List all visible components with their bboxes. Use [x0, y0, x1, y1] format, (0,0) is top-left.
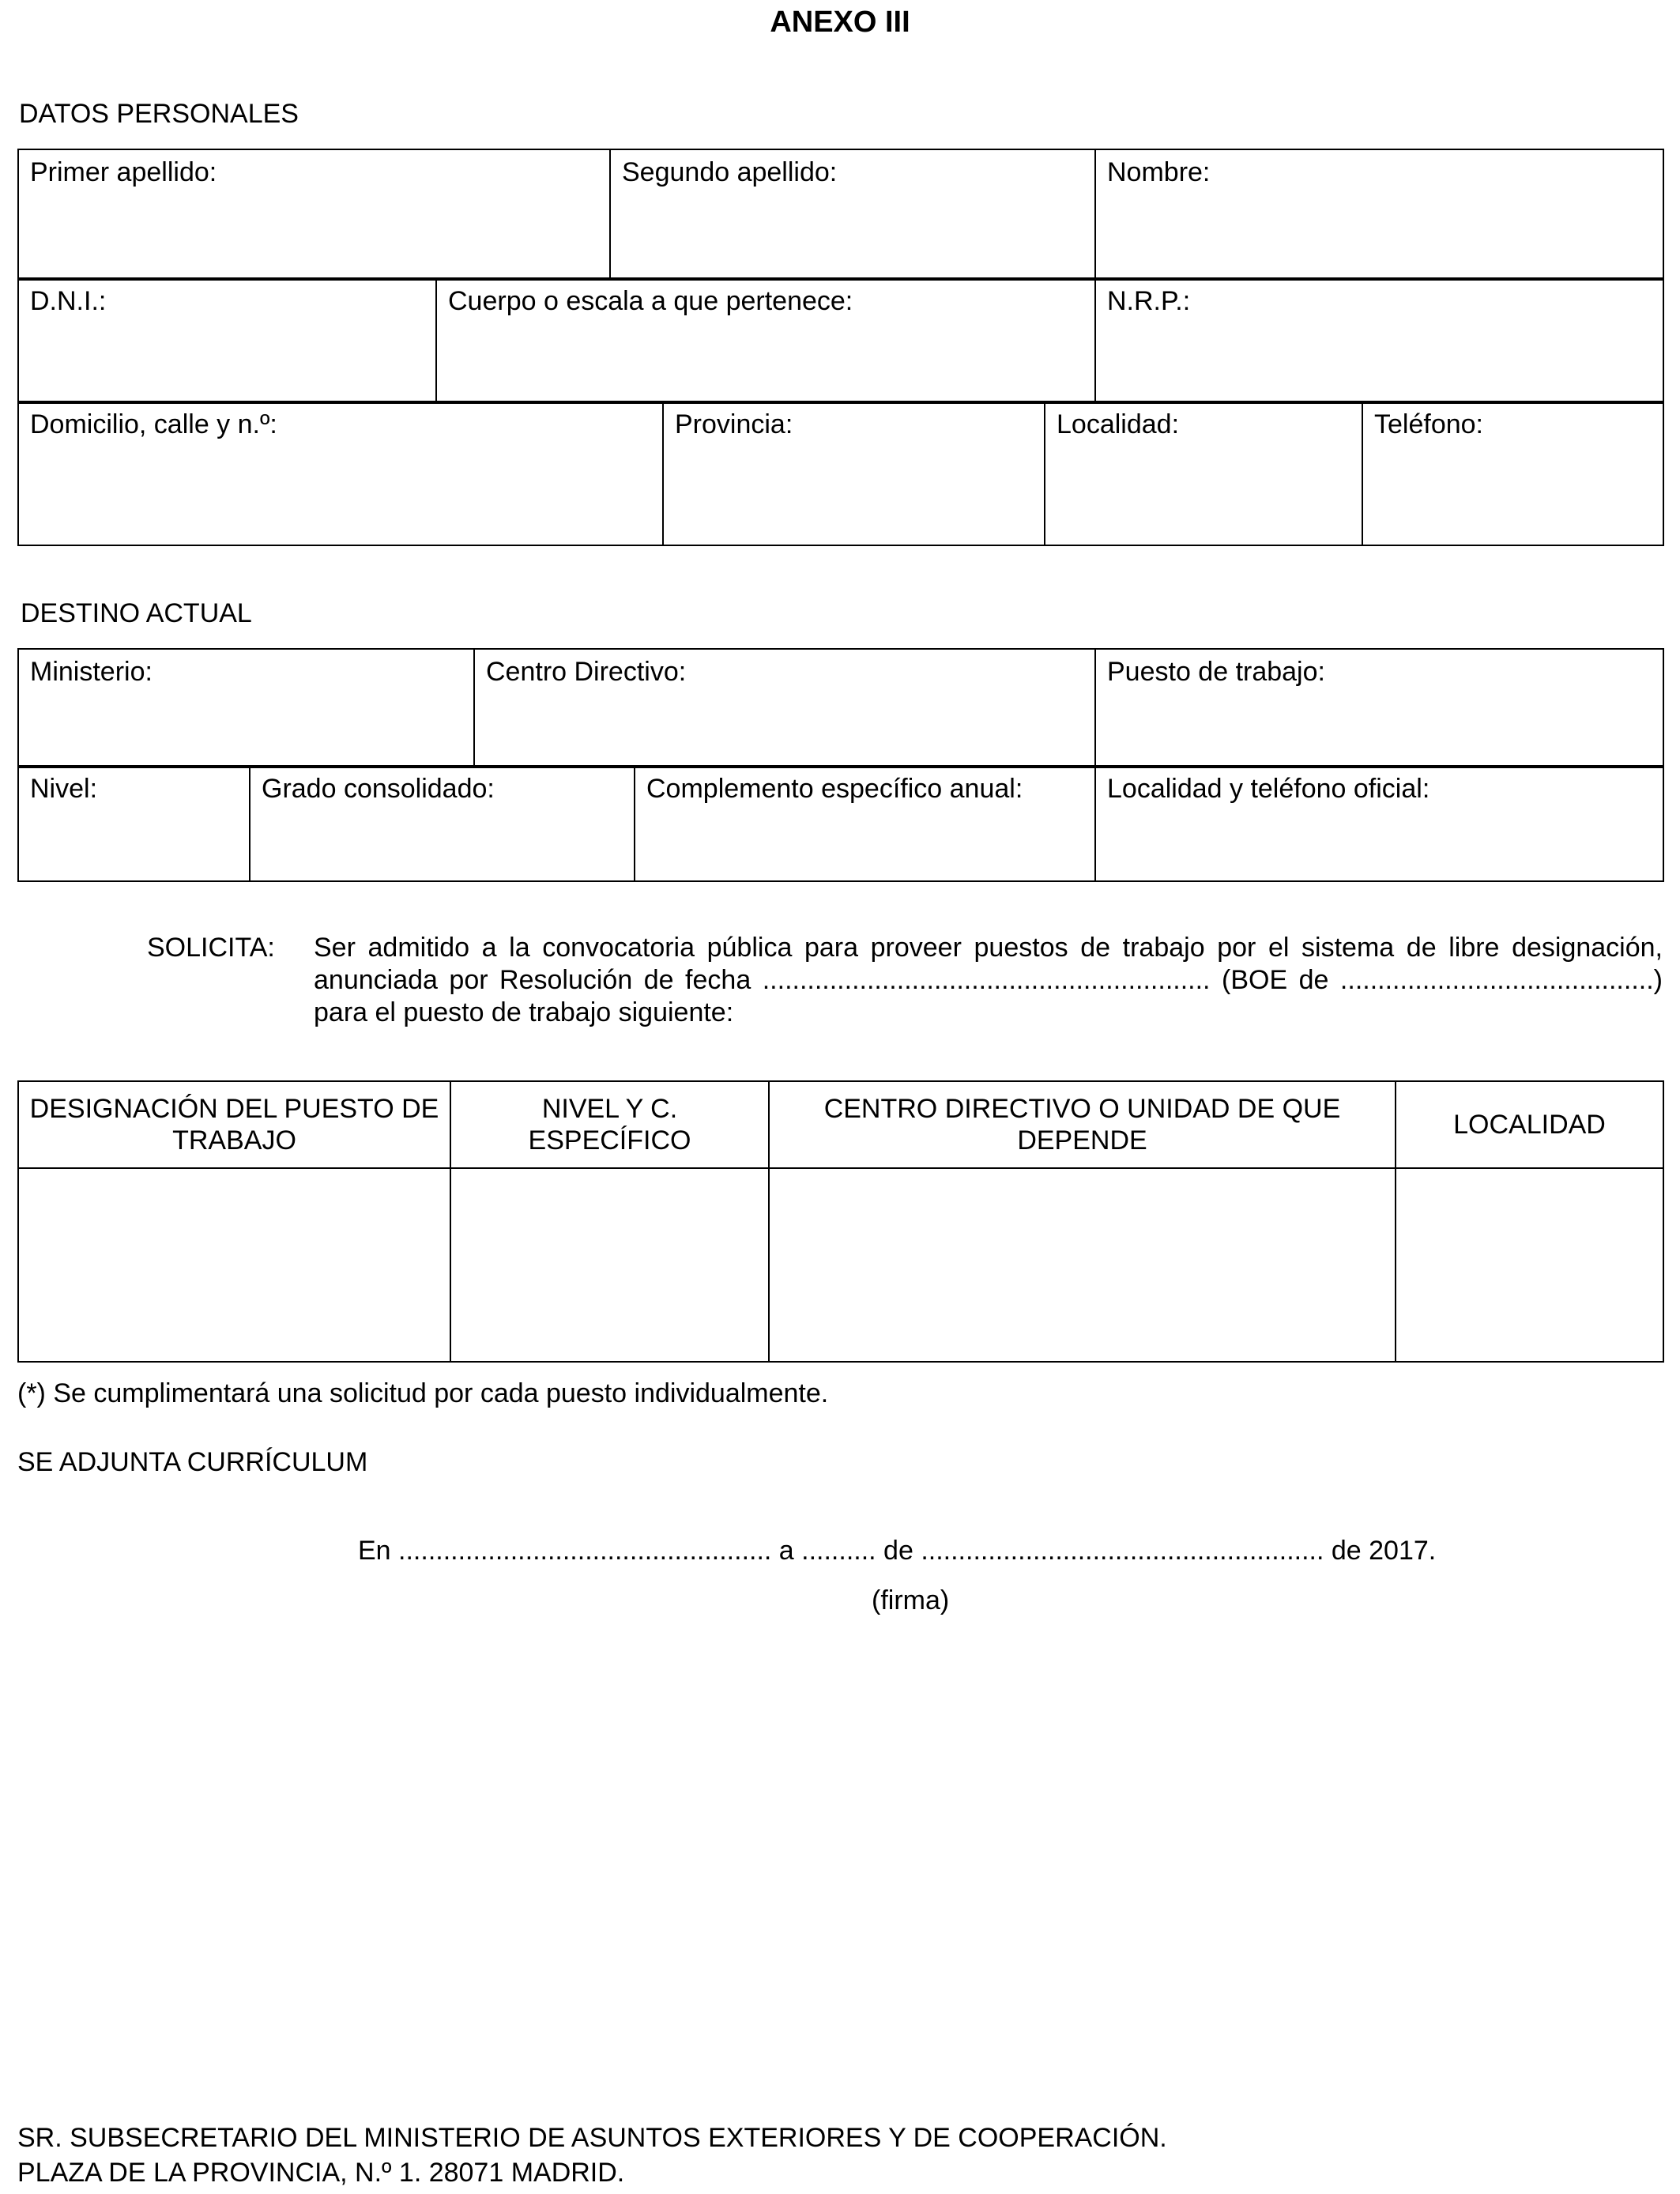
field-provincia[interactable]: Provincia:: [663, 401, 1045, 545]
field-complemento-especifico[interactable]: Complemento específico anual:: [635, 766, 1095, 881]
header-centro-directivo: CENTRO DIRECTIVO O UNIDAD DE QUE DEPENDE: [769, 1081, 1396, 1168]
field-segundo-apellido[interactable]: Segundo apellido:: [610, 149, 1095, 280]
destinatario-line-1: SR. SUBSECRETARIO DEL MINISTERIO DE ASUNTOS EXTERIORES Y DE COOPERACIÓN.: [17, 2123, 1167, 2153]
solicita-line-2: anunciada por Resolución de fecha ............................................................ (BOE de ..........................................): [314, 965, 1663, 995]
fecha-line: En .................................................. a .......... de ...................................................... de 2017.: [358, 1536, 1437, 1566]
field-nivel[interactable]: Nivel:: [18, 766, 250, 881]
puesto-table-row: [18, 1168, 1663, 1362]
datos-personales-row2: [17, 277, 1664, 404]
header-designacion: DESIGNACIÓN DEL PUESTO DE TRABAJO: [18, 1081, 450, 1168]
cell-centro-directivo[interactable]: [769, 1168, 1396, 1362]
field-domicilio[interactable]: Domicilio, calle y n.º:: [18, 401, 663, 545]
note-text: (*) Se cumplimentará una solicitud por cada puesto individualmente.: [17, 1378, 829, 1408]
field-cuerpo-escala[interactable]: Cuerpo o escala a que pertenece:: [436, 278, 1095, 403]
page-title: ANEXO III: [770, 6, 910, 39]
destino-actual-row2: [17, 765, 1664, 882]
field-nombre[interactable]: Nombre:: [1095, 149, 1663, 280]
datos-personales-heading: DATOS PERSONALES: [19, 99, 299, 129]
field-localidad[interactable]: Localidad:: [1045, 401, 1362, 545]
solicita-line-1: Ser admitido a la convocatoria pública para proveer puestos de trabajo por el sistema de libre designación,: [314, 933, 1663, 963]
cell-localidad[interactable]: [1396, 1168, 1663, 1362]
solicita-label: SOLICITA:: [147, 933, 275, 963]
field-telefono[interactable]: Teléfono:: [1362, 401, 1663, 545]
destino-actual-heading: DESTINO ACTUAL: [21, 598, 252, 628]
curriculum-text: SE ADJUNTA CURRÍCULUM: [17, 1447, 368, 1477]
solicita-line-3: para el puesto de trabajo siguiente:: [314, 997, 734, 1027]
field-nrp[interactable]: N.R.P.:: [1095, 278, 1663, 403]
field-dni[interactable]: D.N.I.:: [18, 278, 436, 403]
header-localidad: LOCALIDAD: [1396, 1081, 1663, 1168]
puesto-table: [17, 1080, 1664, 1363]
field-puesto-trabajo[interactable]: Puesto de trabajo:: [1095, 649, 1663, 767]
destino-actual-row1: [17, 648, 1664, 768]
puesto-table-header: [18, 1081, 1663, 1168]
header-nivel-especifico: NIVEL Y C. ESPECÍFICO: [450, 1081, 769, 1168]
datos-personales-row3: [17, 401, 1664, 546]
destinatario-line-2: PLAZA DE LA PROVINCIA, N.º 1. 28071 MADRID.: [17, 2158, 625, 2188]
cell-nivel-especifico[interactable]: [450, 1168, 769, 1362]
field-localidad-telefono-oficial[interactable]: Localidad y teléfono oficial:: [1095, 766, 1663, 881]
field-primer-apellido[interactable]: Primer apellido:: [18, 149, 610, 280]
field-ministerio[interactable]: Ministerio:: [18, 649, 474, 767]
cell-designacion[interactable]: [18, 1168, 450, 1362]
field-grado-consolidado[interactable]: Grado consolidado:: [250, 766, 635, 881]
datos-personales-row1: [17, 149, 1664, 281]
solicita-text: [314, 932, 1663, 1029]
firma-label: (firma): [872, 1585, 950, 1615]
field-centro-directivo[interactable]: Centro Directivo:: [474, 649, 1095, 767]
